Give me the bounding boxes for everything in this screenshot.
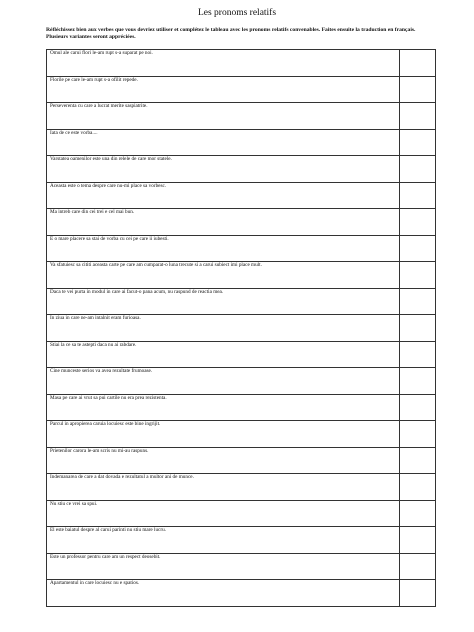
document-title: Les pronoms relatifs: [197, 8, 277, 18]
answer-cell[interactable]: [400, 580, 436, 607]
answer-cell[interactable]: [400, 129, 436, 156]
table-row: [47, 474, 436, 501]
table-row: [47, 262, 436, 289]
answer-cell[interactable]: [400, 76, 436, 103]
answer-cell[interactable]: [400, 447, 436, 474]
instructions-paragraph: Réfléchissez bien aux verbes que vous devriez utiliser et complétez le tableau avec les pronoms relatifs convenables. Faites ensuite la traduction en français. Plusieurs variantes seront appréciées.: [46, 27, 416, 41]
table-row: [47, 315, 436, 342]
table-row: [47, 447, 436, 474]
table-row: [47, 235, 436, 262]
sentence-cell: Perseverenta cu care a lucrat merite saspiatrite.: [47, 103, 400, 130]
sentence-cell: Iata de ce este vorba....: [47, 129, 400, 156]
sentence-cell: Ma intreb care din cei trei e cel mai bun.: [47, 209, 400, 236]
table-row: [47, 50, 436, 77]
sentence-cell: Florile pe care le-am rupt s-a ofilit repede.: [47, 76, 400, 103]
answer-cell[interactable]: [400, 527, 436, 554]
table-row: [47, 368, 436, 395]
sentence-cell: Indemanarea de care a dat dovada e rezultatul a multor ani de munce.: [47, 474, 400, 501]
answer-cell[interactable]: [400, 421, 436, 448]
answer-cell[interactable]: [400, 474, 436, 501]
answer-cell[interactable]: [400, 50, 436, 77]
answer-cell[interactable]: [400, 235, 436, 262]
exercise-table: [46, 49, 436, 607]
sentence-cell: El este baiatul despre al carui parinti nu stiu mare lucru.: [47, 527, 400, 554]
table-row: [47, 527, 436, 554]
table-row: [47, 341, 436, 368]
sentence-cell: Este un professor pentru care am un respect deosebit.: [47, 553, 400, 580]
answer-cell[interactable]: [400, 209, 436, 236]
sentence-cell: Omul ale carui flori le-am rupt s-a suparat pe noi.: [47, 50, 400, 77]
answer-cell[interactable]: [400, 156, 436, 183]
answer-cell[interactable]: [400, 368, 436, 395]
table-row: [47, 209, 436, 236]
answer-cell[interactable]: [400, 394, 436, 421]
sentence-cell: Masa pe care ai vrut sa pui cartile nu era prea rezistenta.: [47, 394, 400, 421]
sentence-cell: Va sfatuiesc sa cititi aceasta carte pe care am cumparat-o luna trecute si a carui subiect imi place mult.: [47, 262, 400, 289]
sentence-cell: Daca te vei purta in modul in care ai facut-o pana acum, nu raspund de reactia mea.: [47, 288, 400, 315]
table-row: [47, 76, 436, 103]
table-row: [47, 500, 436, 527]
answer-cell[interactable]: [400, 103, 436, 130]
sentence-cell: Varstatea oamenilor este una din relele de care mor statele.: [47, 156, 400, 183]
sentence-cell: Aceasta este o tema despre care nu-mi place sa vorbesc.: [47, 182, 400, 209]
answer-cell[interactable]: [400, 341, 436, 368]
answer-cell[interactable]: [400, 315, 436, 342]
table-row: [47, 129, 436, 156]
table-row: [47, 421, 436, 448]
table-row: [47, 182, 436, 209]
sentence-cell: Parcul in apropierea caruia locuiesc este bine ingrijit.: [47, 421, 400, 448]
sentence-cell: Stiai la ce sa te astepti daca nu ai rabdare.: [47, 341, 400, 368]
answer-cell[interactable]: [400, 553, 436, 580]
table-row: [47, 394, 436, 421]
sentence-cell: Nu stiu ce vrei sa spui.: [47, 500, 400, 527]
sentence-cell: Apartamentul in care locuiesc nu e spatios.: [47, 580, 400, 607]
sentence-cell: E o mare placere sa stai de vorba cu cei pe care ii iubesti.: [47, 235, 400, 262]
sentence-cell: In ziua in care ne-am intalnit eram furioasa.: [47, 315, 400, 342]
answer-cell[interactable]: [400, 262, 436, 289]
table-row: [47, 288, 436, 315]
answer-cell[interactable]: [400, 182, 436, 209]
answer-cell[interactable]: [400, 288, 436, 315]
sentence-cell: Prietenilor carora le-am scris nu mi-au raspuns.: [47, 447, 400, 474]
table-row: [47, 553, 436, 580]
table-row: [47, 580, 436, 607]
answer-cell[interactable]: [400, 500, 436, 527]
sentence-cell: Cine munceste serios va avea rezultate frumoase.: [47, 368, 400, 395]
table-row: [47, 156, 436, 183]
table-row: [47, 103, 436, 130]
